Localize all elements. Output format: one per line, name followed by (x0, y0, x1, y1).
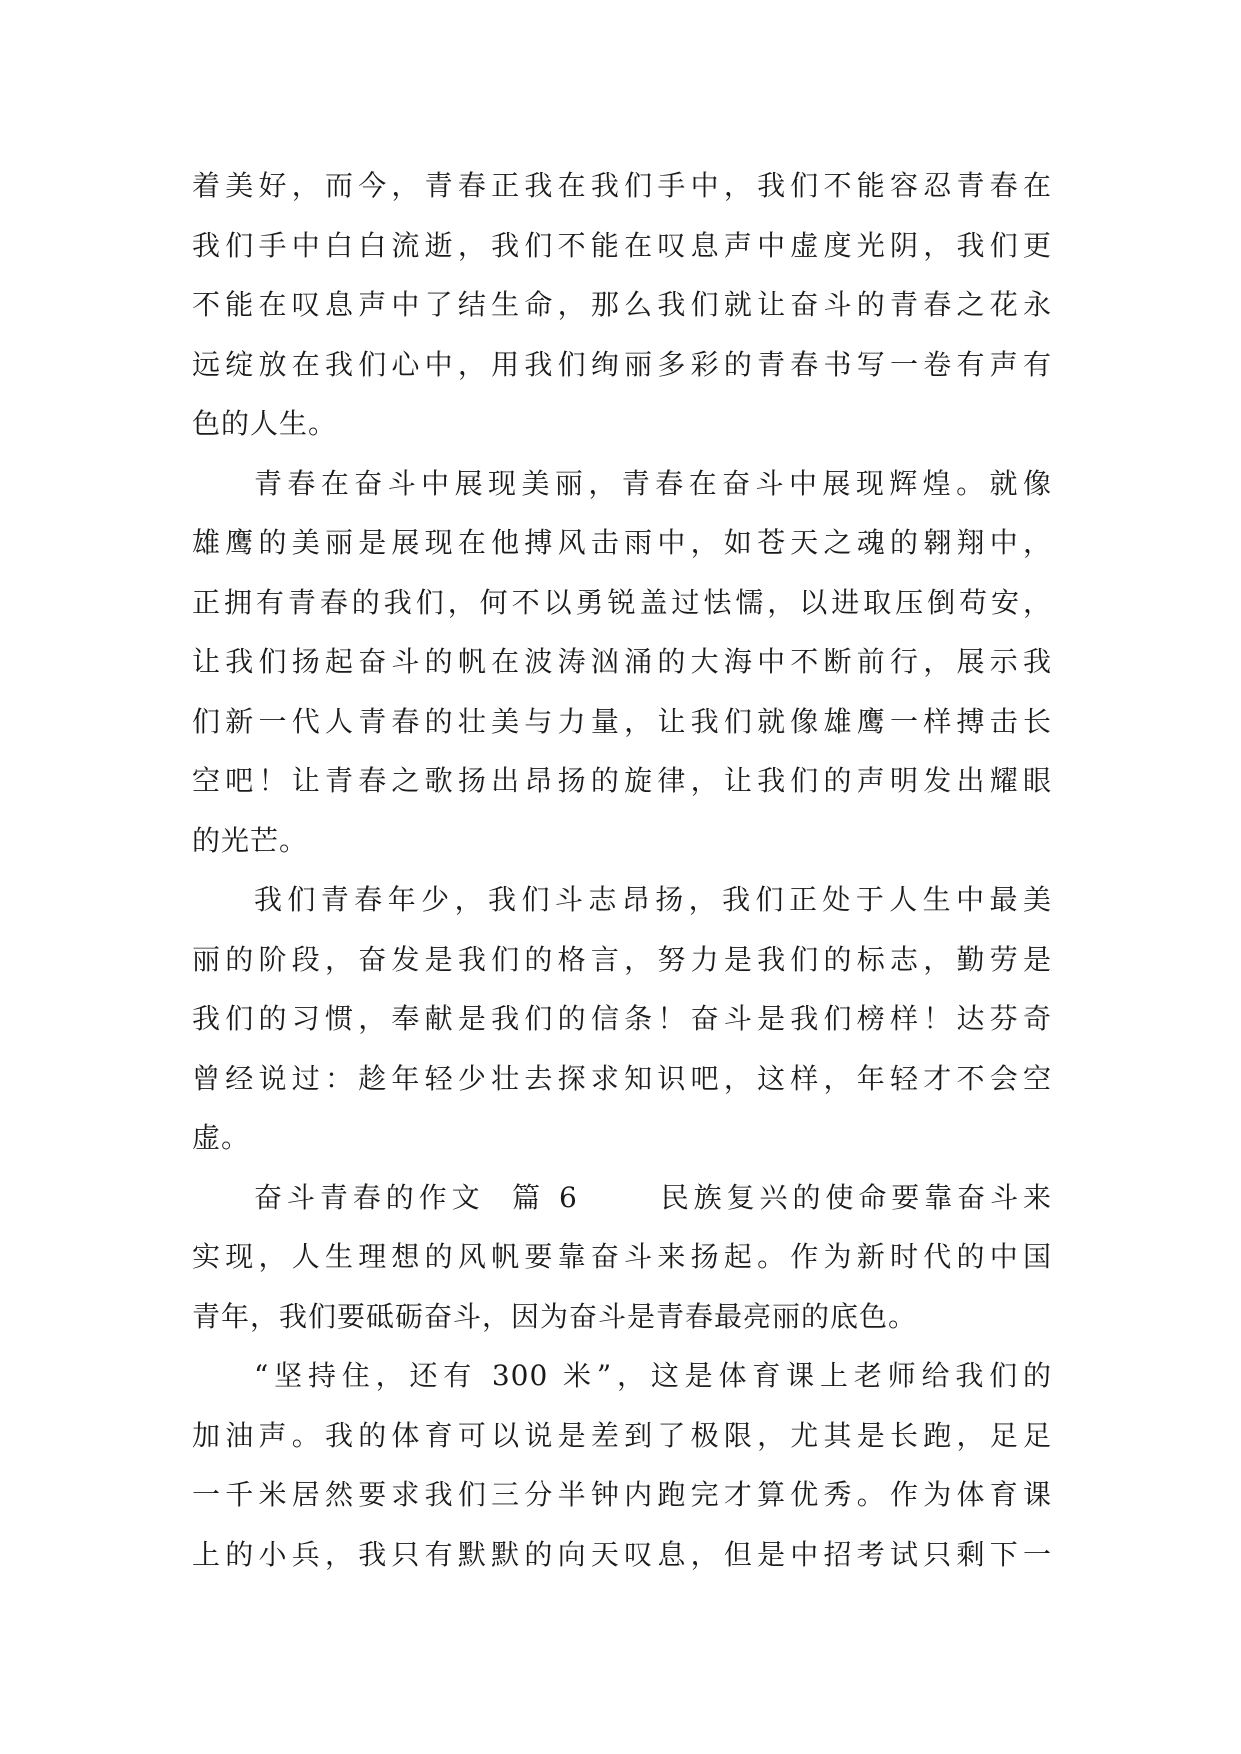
text-line: 我们手中白白流逝，我们不能在叹息声中虚度光阴，我们更 (192, 228, 1052, 262)
text-line: 青春在奋斗中展现美丽，青春在奋斗中展现辉煌。就像 (254, 466, 1052, 500)
text-line: 们新一代人青春的壮美与力量，让我们就像雄鹰一样搏击长 (192, 704, 1052, 738)
body-text (192, 156, 1052, 1584)
text-line: “坚持住，还有 300 米”，这是体育课上老师给我们的 (254, 1359, 1052, 1392)
text-line: 色的人生。 (192, 407, 338, 440)
section-heading-line: 奋斗青春的作文 篇 6 民族复兴的使命要靠奋斗来 (254, 1180, 1052, 1214)
text-line: 加油声。我的体育可以说是差到了极限，尤其是长跑，足足 (192, 1418, 1052, 1452)
text-line: 一千米居然要求我们三分半钟内跑完才算优秀。作为体育课 (192, 1478, 1052, 1511)
text-line: 的光芒。 (192, 823, 309, 857)
text-line: 曾经说过：趁年轻少壮去探求知识吧，这样，年轻才不会空 (192, 1061, 1052, 1095)
text-line: 我们的习惯，奉献是我们的信条！奋斗是我们榜样！达芬奇 (192, 1002, 1052, 1035)
text-line: 丽的阶段，奋发是我们的格言，努力是我们的标志，勤劳是 (192, 942, 1052, 976)
text-line: 让我们扬起奋斗的帆在波涛汹涌的大海中不断前行，展示我 (192, 645, 1052, 678)
text-line: 着美好，而今，青春正我在我们手中，我们不能容忍青春在 (192, 169, 1052, 202)
text-line: 雄鹰的美丽是展现在他搏风击雨中，如苍天之魂的翱翔中， (192, 526, 1052, 559)
text-line: 实现，人生理想的风帆要靠奋斗来扬起。作为新时代的中国 (192, 1240, 1052, 1273)
text-line: 我们青春年少，我们斗志昂扬，我们正处于人生中最美 (254, 883, 1052, 916)
text-line: 虚。 (192, 1121, 251, 1154)
text-line: 空吧！让青春之歌扬出昂扬的旋律，让我们的声明发出耀眼 (192, 764, 1052, 797)
text-line: 不能在叹息声中了结生命，那么我们就让奋斗的青春之花永 (192, 288, 1052, 321)
text-line: 远绽放在我们心中，用我们绚丽多彩的青春书写一卷有声有 (192, 347, 1052, 381)
text-line: 上的小兵，我只有默默的向天叹息，但是中招考试只剩下一 (192, 1537, 1052, 1571)
text-line: 正拥有青春的我们，何不以勇锐盖过怯懦，以进取压倒苟安， (192, 585, 1052, 619)
text-line: 青年，我们要砥砺奋斗，因为奋斗是青春最亮丽的底色。 (192, 1299, 918, 1333)
